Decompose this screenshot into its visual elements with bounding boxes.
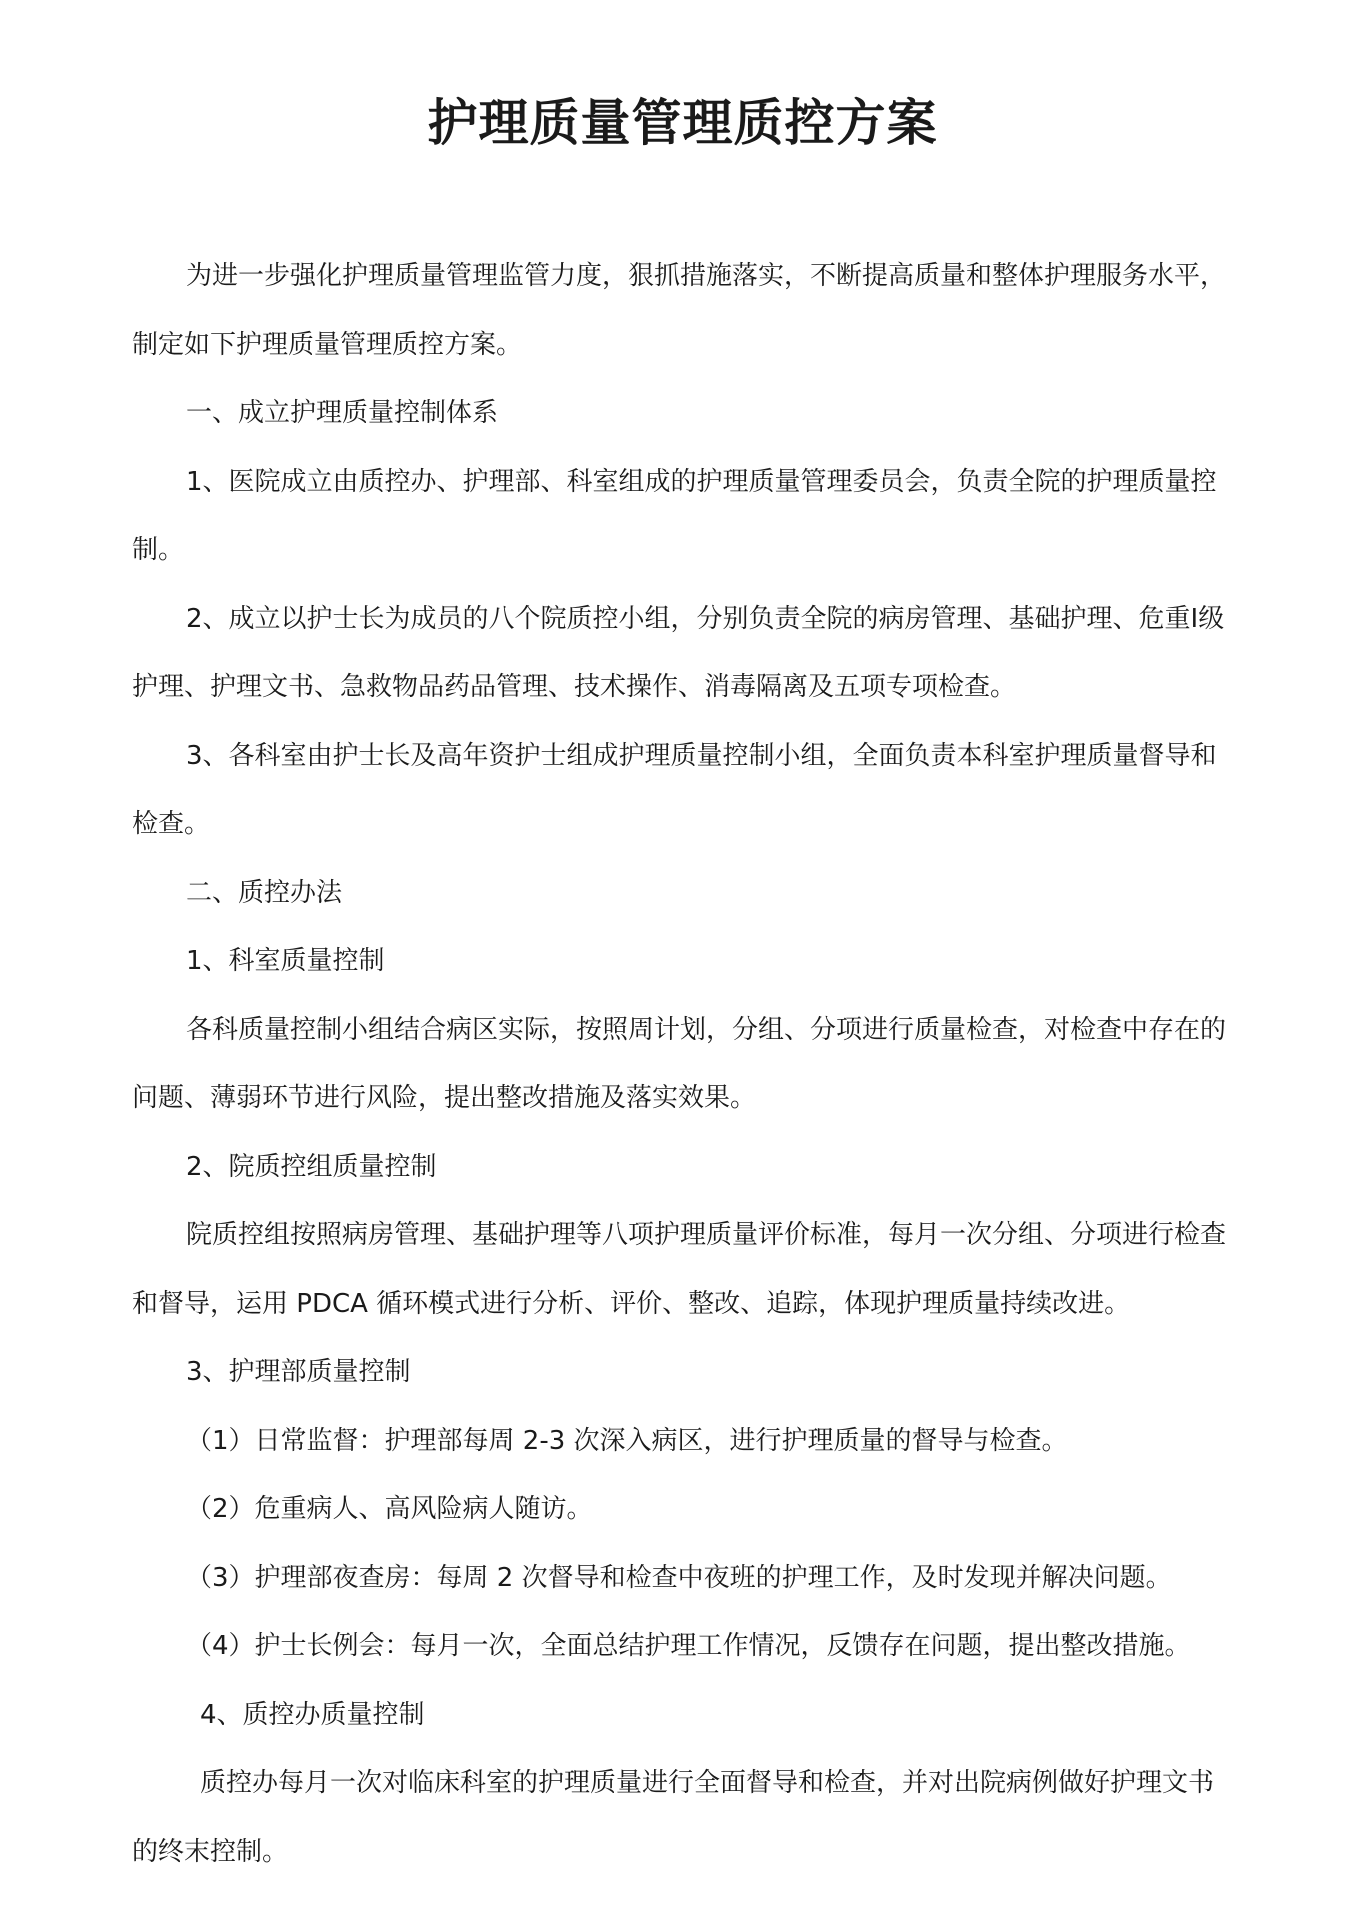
intro-paragraph: 为进一步强化护理质量管理监管力度，狠抓措施落实，不断提高质量和整体护理服务水平，制定如下护理质量管理质控方案。: [132, 261, 1227, 360]
list-item-3: （3）护理部夜查房：每周 2 次督导和检查中夜班的护理工作，及时发现并解决问题。: [186, 1562, 1172, 1593]
paragraph-1-3: 3、各科室由护士长及高年资护士组成护理质量控制小组，全面负责本科室护理质量督导和检查。: [132, 740, 1217, 839]
subheading-2-4: 4、质控办质量控制: [200, 1699, 425, 1730]
list-item-4: （4）护士长例会：每月一次，全面总结护理工作情况，反馈存在问题，提出整改措施。: [186, 1631, 1191, 1661]
subheading-2-3: 3、护理部质量控制: [186, 1357, 411, 1387]
paragraph-1-1: 1、医院成立由质控办、护理部、科室组成的护理质量管理委员会，负责全院的护理质量控制。: [132, 466, 1217, 565]
subheading-2-2: 2、院质控组质量控制: [186, 1151, 437, 1182]
list-item-1: （1）日常监督：护理部每周 2-3 次深入病区，进行护理质量的督导与检查。: [186, 1425, 1068, 1456]
section-heading-2: 二、质控办法: [186, 877, 343, 908]
paragraph-2-1: 各科质量控制小组结合病区实际，按照周计划，分组、分项进行质量检查，对检查中存在的问题、薄弱环节进行风险，提出整改措施及落实效果。: [132, 1014, 1227, 1113]
document-title: 护理质量管理质控方案: [427, 94, 938, 152]
paragraph-2-2: 院质控组按照病房管理、基础护理等八项护理质量评价标准，每月一次分组、分项进行检查和督导，运用 PDCA 循环模式进行分析、评价、整改、追踪，体现护理质量持续改进。: [132, 1220, 1227, 1319]
list-item-2: （2）危重病人、高风险病人随访。: [186, 1494, 593, 1524]
section-heading-1: 一、成立护理质量控制体系: [186, 398, 499, 428]
document-body: [132, 242, 1238, 1886]
paragraph-1-2: 2、成立以护士长为成员的八个院质控小组，分别负责全院的病房管理、基础护理、危重Ⅰ级护理、护理文书、急救物品药品管理、技术操作、消毒隔离及五项专项检查。: [132, 603, 1225, 702]
subheading-2-1: 1、科室质量控制: [186, 946, 385, 976]
paragraph-2-4: 质控办每月一次对临床科室的护理质量进行全面督导和检查，并对出院病例做好护理文书的终末控制。: [132, 1768, 1215, 1867]
